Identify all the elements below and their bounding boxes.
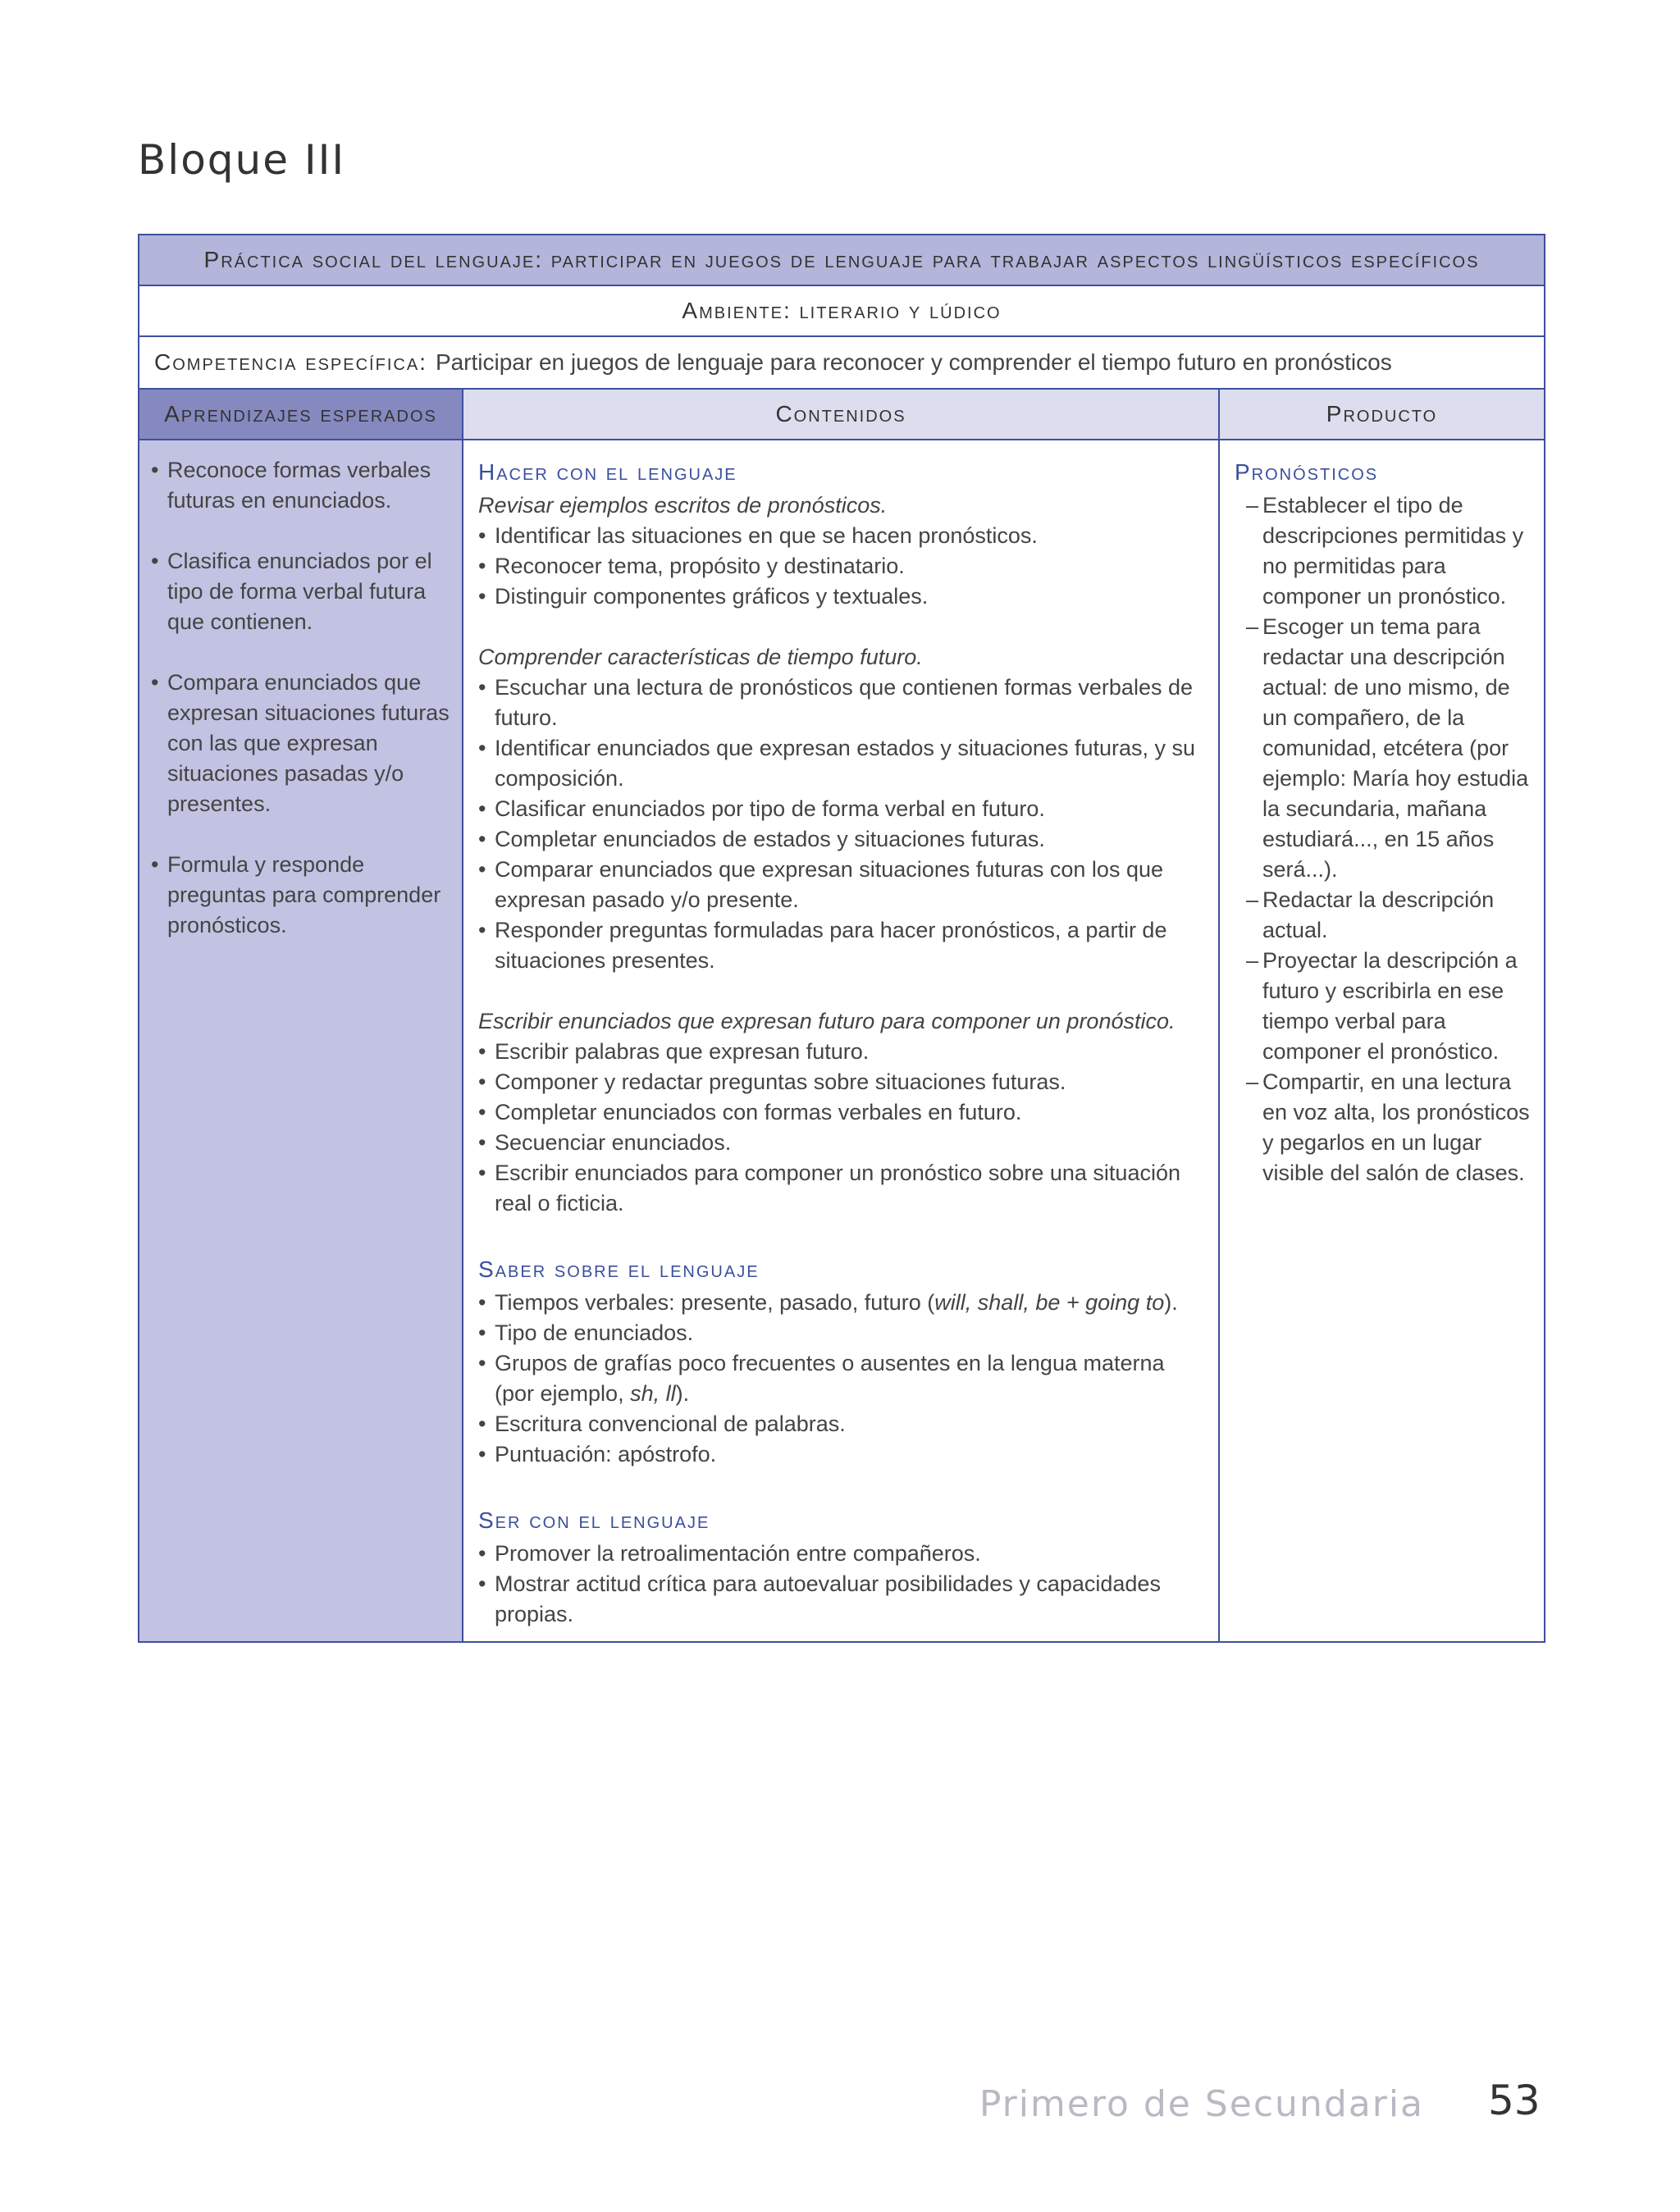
list-item: • Escritura convencional de palabras. xyxy=(478,1409,1200,1439)
program-table xyxy=(138,234,1545,1643)
ambiente-row xyxy=(139,286,1544,337)
list-item: – Escoger un tema para redactar una descripción actual: de uno mismo, de un compañero, de la comunidad, etcétera (por ejemplo: María hoy estudia la secundaria, mañana estudiará..., en 15 años será...). xyxy=(1235,612,1532,885)
list-item: • Escribir enunciados para componer un pronóstico sobre una situación real o ficticia. xyxy=(478,1158,1200,1219)
list-item: • Distinguir componentes gráficos y textuales. xyxy=(478,582,1200,612)
header-producto-cell xyxy=(1220,390,1544,439)
list-item: • Completar enunciados de estados y situaciones futuras. xyxy=(478,824,1200,855)
header-aprendizajes: Aprendizajes esperados xyxy=(164,401,437,426)
header-contenidos-cell xyxy=(463,390,1220,439)
hacer-list-3 xyxy=(478,1037,1200,1219)
ambiente-text: Ambiente: literario y lúdico xyxy=(682,298,1002,323)
list-item: • Reconoce formas verbales futuras en enunciados. xyxy=(151,455,452,516)
hacer-subtitle-3: Escribir enunciados que expresan futuro para componer un pronóstico. xyxy=(478,1009,1176,1033)
list-item: • Escuchar una lectura de pronósticos que contienen formas verbales de futuro. xyxy=(478,673,1200,733)
list-item: • Escribir palabras que expresan futuro. xyxy=(478,1037,1200,1067)
competencia-row xyxy=(139,337,1544,390)
list-item: • Comparar enunciados que expresan situaciones futuras con los que expresan pasado y/o presente. xyxy=(478,855,1200,915)
list-item: • Responder preguntas formuladas para hacer pronósticos, a partir de situaciones presentes. xyxy=(478,915,1200,976)
practica-text: Práctica social del lenguaje: participar en juegos de lenguaje para trabajar aspectos lingüísticos específicos xyxy=(203,247,1480,272)
list-item: • Tiempos verbales: presente, pasado, futuro (will, shall, be + going to). xyxy=(478,1288,1200,1318)
list-item: • Identificar enunciados que expresan estados y situaciones futuras, y su composición. xyxy=(478,733,1200,794)
header-aprendizajes-cell xyxy=(139,390,463,439)
list-item: • Mostrar actitud crítica para autoevaluar posibilidades y capacidades propias. xyxy=(478,1569,1200,1630)
hacer-list-2 xyxy=(478,673,1200,976)
page-number: 53 xyxy=(1488,2077,1541,2124)
ser-list xyxy=(478,1539,1200,1630)
block-title: Bloque III xyxy=(138,136,346,184)
list-item: • Componer y redactar preguntas sobre situaciones futuras. xyxy=(478,1067,1200,1097)
hacer-list-1 xyxy=(478,521,1200,612)
producto-title: Pronósticos xyxy=(1235,459,1379,485)
list-item: • Secuenciar enunciados. xyxy=(478,1128,1200,1158)
list-item: • Formula y responde preguntas para comprender pronósticos. xyxy=(151,850,452,941)
list-item: – Establecer el tipo de descripciones permitidas y no permitidas para componer un pronóstico. xyxy=(1235,490,1532,612)
list-item: – Proyectar la descripción a futuro y escribirla en ese tiempo verbal para componer el pronóstico. xyxy=(1235,946,1532,1067)
list-item: • Clasificar enunciados por tipo de forma verbal en futuro. xyxy=(478,794,1200,824)
competencia-label: Competencia específica: xyxy=(154,349,427,375)
list-item: • Compara enunciados que expresan situaciones futuras con las que expresan situaciones pasadas y/o presentes. xyxy=(151,668,452,819)
body-row xyxy=(139,440,1544,1641)
header-row xyxy=(139,390,1544,440)
list-item: • Puntuación: apóstrofo. xyxy=(478,1439,1200,1470)
list-item: • Clasifica enunciados por el tipo de forma verbal futura que contienen. xyxy=(151,546,452,637)
aprendizajes-column xyxy=(139,440,463,1641)
practica-row xyxy=(139,235,1544,286)
saber-list xyxy=(478,1288,1200,1470)
list-item: – Redactar la descripción actual. xyxy=(1235,885,1532,946)
hacer-subtitle-2: Comprender características de tiempo futuro. xyxy=(478,645,923,669)
contenidos-column xyxy=(463,440,1220,1641)
list-item: • Completar enunciados con formas verbales en futuro. xyxy=(478,1097,1200,1128)
producto-column xyxy=(1220,440,1544,1641)
list-item: • Grupos de grafías poco frecuentes o ausentes en la lengua materna (por ejemplo, sh, ll). xyxy=(478,1348,1200,1409)
producto-list xyxy=(1235,490,1532,1188)
ser-title: Ser con el lenguaje xyxy=(478,1507,710,1533)
list-item: • Identificar las situaciones en que se hacen pronósticos. xyxy=(478,521,1200,551)
header-producto: Producto xyxy=(1326,401,1438,426)
hacer-title: Hacer con el lenguaje xyxy=(478,459,737,485)
aprendizajes-list xyxy=(151,455,452,941)
footer-grade-label: Primero de Secundaria xyxy=(979,2083,1424,2125)
graphemes-emphasis: sh, ll xyxy=(630,1381,676,1406)
verb-forms-emphasis: will, shall, be + going to xyxy=(934,1290,1165,1315)
list-item: – Compartir, en una lectura en voz alta, los pronósticos y pegarlos en un lugar visible del salón de clases. xyxy=(1235,1067,1532,1188)
list-item: • Reconocer tema, propósito y destinatario. xyxy=(478,551,1200,582)
list-item: • Promover la retroalimentación entre compañeros. xyxy=(478,1539,1200,1569)
saber-title: Saber sobre el lenguaje xyxy=(478,1257,760,1282)
hacer-subtitle-1: Revisar ejemplos escritos de pronósticos. xyxy=(478,493,888,518)
competencia-value: Participar en juegos de lenguaje para reconocer y comprender el tiempo futuro en pronósticos xyxy=(435,349,1392,375)
header-contenidos: Contenidos xyxy=(775,401,906,426)
list-item: • Tipo de enunciados. xyxy=(478,1318,1200,1348)
